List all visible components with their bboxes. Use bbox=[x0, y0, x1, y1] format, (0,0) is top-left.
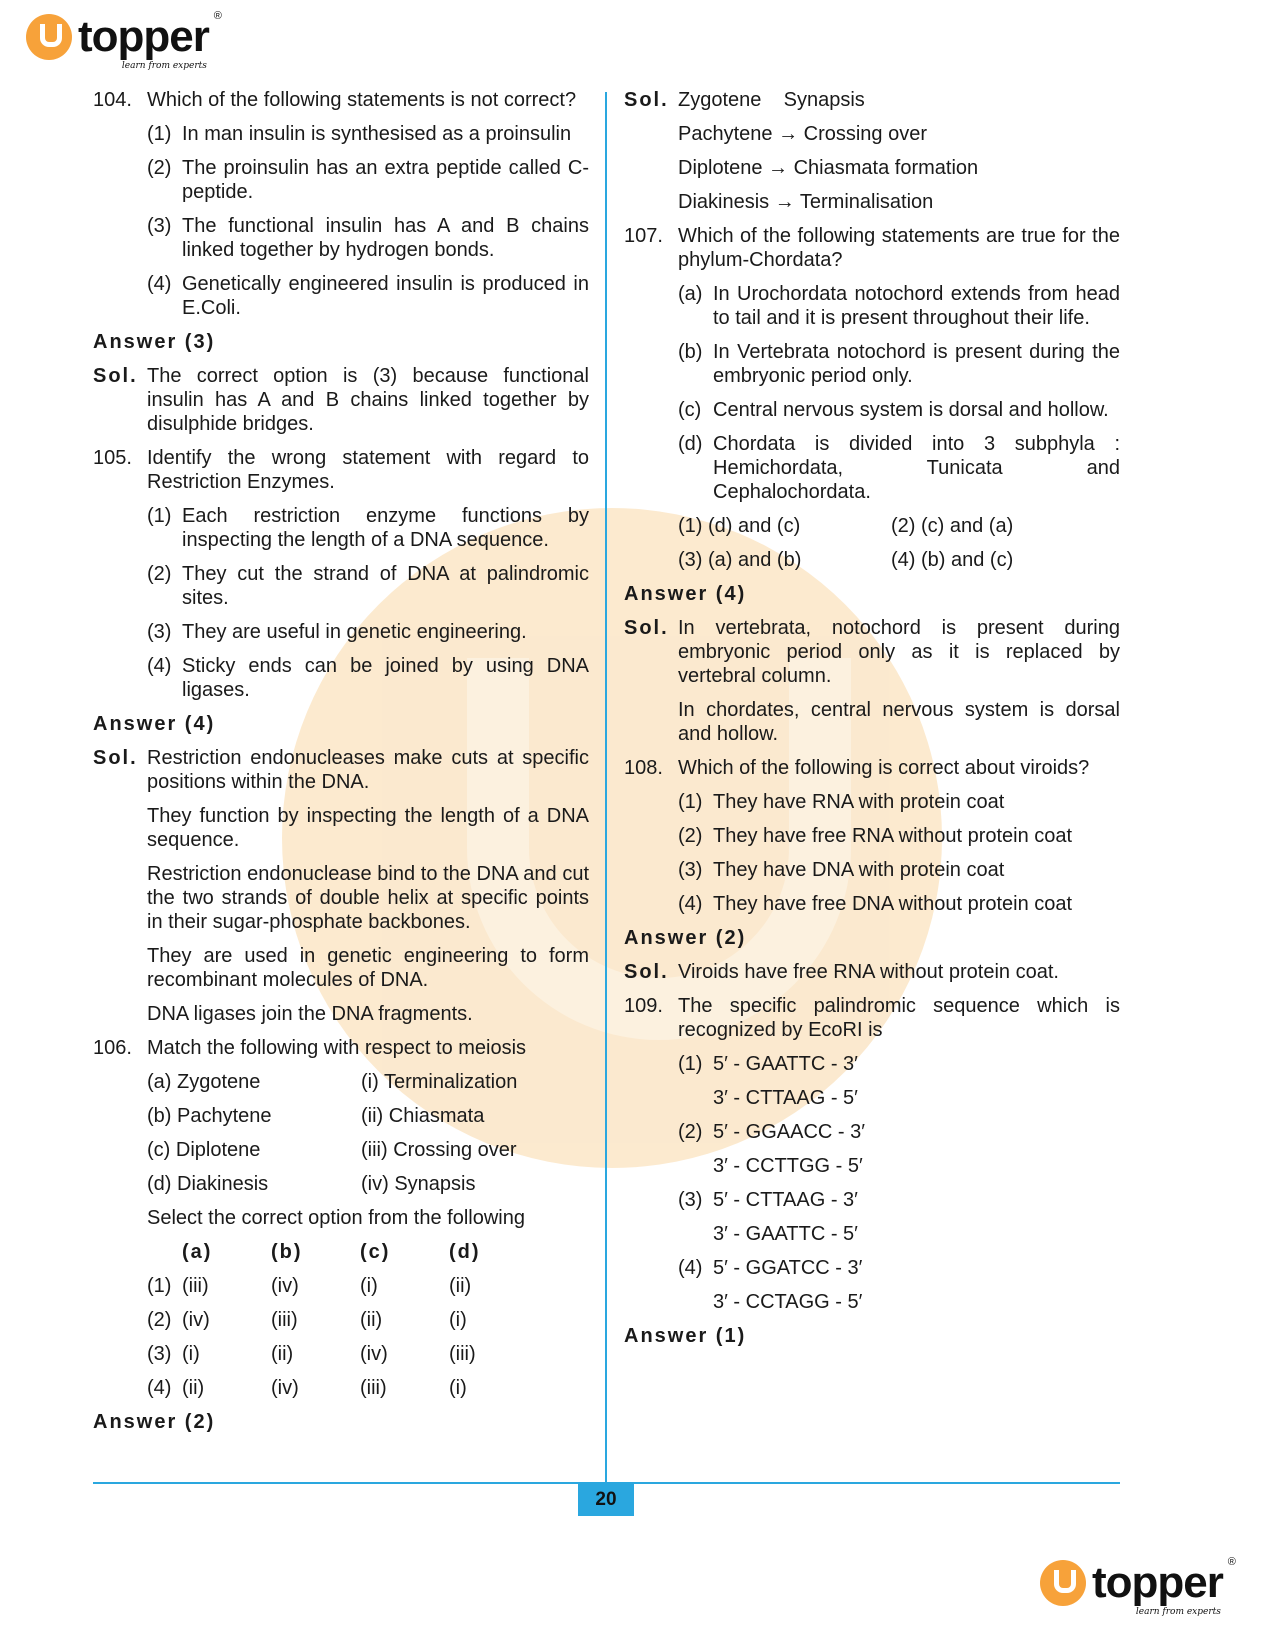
match-row bbox=[147, 1172, 589, 1196]
solution bbox=[624, 960, 1120, 984]
option: (1) 5′ - GAATTC - 3′ bbox=[678, 1053, 858, 1075]
option-sequence: 3′ - GAATTC - 5′ bbox=[713, 1223, 858, 1245]
solution-line: Diakinesis → Terminalisation bbox=[678, 191, 934, 213]
option-number: (1) bbox=[147, 123, 172, 145]
question-number: 108. bbox=[624, 757, 663, 779]
answer: Answer (4) bbox=[93, 713, 216, 735]
brand-name: topper bbox=[1092, 1558, 1223, 1607]
question-text: The specific palindromic sequence which is recognized by EcoRI is bbox=[678, 995, 1120, 1041]
question-108 bbox=[624, 756, 1120, 780]
brand-reg: ® bbox=[213, 10, 221, 22]
option-number: (2) bbox=[147, 563, 172, 585]
option-text: Each restriction enzyme functions by inspecting the length of a DNA sequence. bbox=[182, 505, 589, 551]
option bbox=[147, 156, 589, 204]
solution-line: Pachytene → Crossing over bbox=[678, 123, 928, 145]
select-instruction: Select the correct option from the following bbox=[147, 1207, 525, 1229]
option-text: Genetically engineered insulin is produced in E.Coli. bbox=[182, 273, 589, 319]
option-number: (3) bbox=[147, 621, 172, 643]
solution-paragraph: They function by inspecting the length of a DNA sequence. bbox=[147, 805, 589, 851]
brand-tagline: learn from experts bbox=[1135, 1607, 1221, 1617]
solution-text: In vertebrata, notochord is present during embryonic period only as it is replaced by vertebral column. bbox=[678, 617, 1120, 687]
option-grid-row: (1) (iii) (iv) (i) (ii) bbox=[147, 1275, 472, 1297]
statement: (a) In Urochordata notochord extends from head to tail and it is present throughout their life. bbox=[678, 283, 1120, 329]
solution-paragraph: Restriction endonuclease bind to the DNA and cut the two strands of double helix at specific points in their sugar-phosphate backbones. bbox=[147, 863, 589, 933]
brand-name: topper bbox=[78, 12, 209, 61]
match-row bbox=[147, 1070, 589, 1094]
option: (3) They have DNA with protein coat bbox=[678, 859, 1005, 881]
option bbox=[147, 122, 589, 146]
solution-paragraph: In chordates, central nervous system is dorsal and hollow. bbox=[678, 699, 1120, 745]
solution-label: Sol. bbox=[624, 961, 669, 983]
option: (1) (d) and (c) bbox=[678, 515, 801, 537]
option-sequence: 3′ - CTTAAG - 5′ bbox=[713, 1087, 858, 1109]
option-sequence: 3′ - CCTTGG - 5′ bbox=[713, 1155, 863, 1177]
question-107 bbox=[624, 224, 1120, 272]
option: (2) They have free RNA without protein coat bbox=[678, 825, 1073, 847]
option-number: (2) bbox=[147, 157, 172, 179]
grid-head: (b) bbox=[271, 1241, 303, 1263]
option: (4) They have free DNA without protein coat bbox=[678, 893, 1073, 915]
option-text: In man insulin is synthesised as a proinsulin bbox=[182, 123, 572, 145]
option-sequence: 3′ - CCTAGG - 5′ bbox=[713, 1291, 863, 1313]
grid-head: (c) bbox=[360, 1241, 391, 1263]
answer: Answer (1) bbox=[624, 1325, 747, 1347]
match-left: (d) Diakinesis bbox=[147, 1173, 269, 1195]
brand-tagline: learn from experts bbox=[121, 61, 207, 71]
solution-label: Sol. bbox=[93, 365, 138, 387]
solution-line: Diplotene → Chiasmata formation bbox=[678, 157, 979, 179]
solution-label: Sol. bbox=[624, 617, 669, 639]
match-right: (ii) Chiasmata bbox=[361, 1105, 485, 1127]
statement: (b) In Vertebrata notochord is present during the embryonic period only. bbox=[678, 341, 1120, 387]
brand-logo-bottom bbox=[1040, 1556, 1235, 1617]
question-105 bbox=[93, 446, 589, 494]
statement: (d) Chordata is divided into 3 subphyla : Hemichordata, Tunicata and Cephalochordata. bbox=[678, 433, 1120, 503]
solution bbox=[93, 364, 589, 436]
solution-text: Viroids have free RNA without protein coat. bbox=[678, 961, 1059, 983]
solution-paragraph: They are used in genetic engineering to form recombinant molecules of DNA. bbox=[147, 945, 589, 991]
solution-paragraph: DNA ligases join the DNA fragments. bbox=[147, 1003, 473, 1025]
question-number: 104. bbox=[93, 89, 132, 111]
option-text: The proinsulin has an extra peptide called C-peptide. bbox=[182, 157, 589, 203]
question-106 bbox=[93, 1036, 589, 1060]
option-grid-header bbox=[147, 1240, 589, 1264]
brand-logo-top bbox=[26, 10, 221, 71]
question-text: Which of the following is correct about viroids? bbox=[678, 757, 1090, 779]
solution-text: Restriction endonucleases make cuts at specific positions within the DNA. bbox=[147, 747, 589, 793]
option: (1) They have RNA with protein coat bbox=[678, 791, 1005, 813]
option-grid-row: (3) (i) (ii) (iv) (iii) bbox=[147, 1343, 476, 1365]
match-left: (a) Zygotene bbox=[147, 1071, 261, 1093]
option-number: (3) bbox=[147, 215, 172, 237]
option: (3) (a) and (b) bbox=[678, 549, 802, 571]
option-number: (1) bbox=[147, 505, 172, 527]
answer: Answer (3) bbox=[93, 331, 216, 353]
option-text: They cut the strand of DNA at palindromic sites. bbox=[182, 563, 589, 609]
answer: Answer (4) bbox=[624, 583, 747, 605]
logo-u-icon bbox=[1040, 1560, 1086, 1606]
grid-head: (d) bbox=[449, 1241, 481, 1263]
option-number: (4) bbox=[147, 273, 172, 295]
question-number: 105. bbox=[93, 447, 132, 469]
option bbox=[147, 562, 589, 610]
question-104 bbox=[93, 88, 589, 112]
option-pair bbox=[678, 548, 1120, 572]
answer: Answer (2) bbox=[93, 1411, 216, 1433]
question-109 bbox=[624, 994, 1120, 1042]
option bbox=[147, 504, 589, 552]
solution bbox=[624, 616, 1120, 688]
option bbox=[147, 214, 589, 262]
column-divider bbox=[605, 92, 607, 1484]
solution-text: The correct option is (3) because functional insulin has A and B chains linked together by disulphide bridges. bbox=[147, 365, 589, 435]
grid-head: (a) bbox=[182, 1241, 213, 1263]
option bbox=[147, 272, 589, 320]
left-column bbox=[93, 88, 589, 1444]
option-text: The functional insulin has A and B chains linked together by hydrogen bonds. bbox=[182, 215, 589, 261]
question-text: Identify the wrong statement with regard to Restriction Enzymes. bbox=[147, 447, 589, 493]
option: (4) (b) and (c) bbox=[891, 549, 1014, 571]
solution bbox=[93, 746, 589, 794]
option-grid-row: (4) (ii) (iv) (iii) (i) bbox=[147, 1377, 467, 1399]
option bbox=[147, 620, 589, 644]
option-number: (4) bbox=[147, 655, 172, 677]
solution-line: Zygotene Synapsis bbox=[678, 89, 865, 111]
question-text: Match the following with respect to meiosis bbox=[147, 1037, 527, 1059]
option: (2) (c) and (a) bbox=[891, 515, 1014, 537]
solution-label: Sol. bbox=[93, 747, 138, 769]
match-left: (b) Pachytene bbox=[147, 1105, 272, 1127]
option: (4) 5′ - GGATCC - 3′ bbox=[678, 1257, 863, 1279]
question-number: 107. bbox=[624, 225, 663, 247]
question-text: Which of the following statements are true for the phylum-Chordata? bbox=[678, 225, 1120, 271]
match-right: (iii) Crossing over bbox=[361, 1139, 517, 1161]
option: (2) 5′ - GGAACC - 3′ bbox=[678, 1121, 865, 1143]
match-right: (i) Terminalization bbox=[361, 1071, 518, 1093]
option bbox=[147, 654, 589, 702]
solution bbox=[624, 88, 1120, 112]
question-number: 109. bbox=[624, 995, 663, 1017]
right-column bbox=[624, 88, 1120, 1358]
brand-reg: ® bbox=[1227, 1556, 1235, 1568]
question-text: Which of the following statements is not correct? bbox=[147, 89, 577, 111]
question-number: 106. bbox=[93, 1037, 132, 1059]
answer: Answer (2) bbox=[624, 927, 747, 949]
logo-u-icon bbox=[26, 14, 72, 60]
solution-label: Sol. bbox=[624, 89, 669, 111]
option-pair bbox=[678, 514, 1120, 538]
option-text: Sticky ends can be joined by using DNA ligases. bbox=[182, 655, 589, 701]
match-left: (c) Diplotene bbox=[147, 1139, 261, 1161]
match-row bbox=[147, 1104, 589, 1128]
match-row bbox=[147, 1138, 589, 1162]
option-grid-row: (2) (iv) (iii) (ii) (i) bbox=[147, 1309, 467, 1331]
page-number: 20 bbox=[578, 1484, 634, 1516]
match-right: (iv) Synapsis bbox=[361, 1173, 476, 1195]
option: (3) 5′ - CTTAAG - 3′ bbox=[678, 1189, 858, 1211]
statement: (c) Central nervous system is dorsal and hollow. bbox=[678, 399, 1109, 421]
option-text: They are useful in genetic engineering. bbox=[182, 621, 527, 643]
